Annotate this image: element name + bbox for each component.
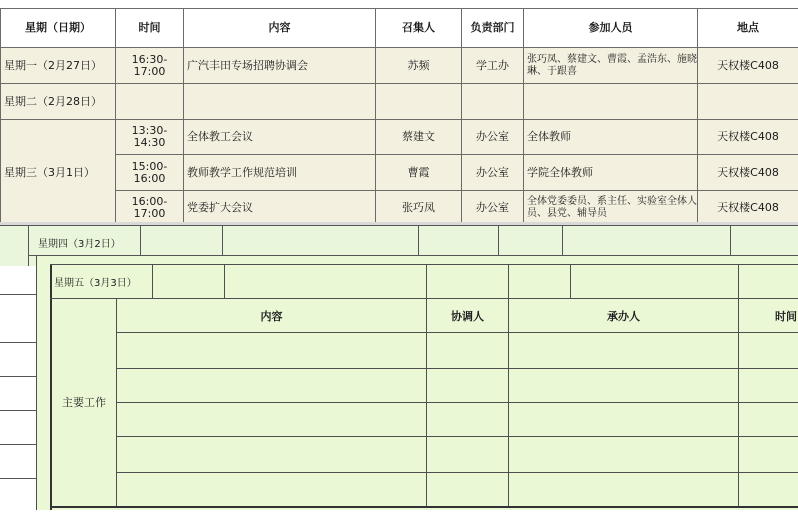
row-separator (116, 402, 798, 403)
header-cell-dept[interactable]: 负责部门 (462, 8, 524, 48)
column-separator (730, 225, 731, 255)
cell-day-tuesday[interactable]: 星期二（2月28日） (0, 84, 116, 120)
cell-participants[interactable]: 张巧凤、蔡建文、曹霞、孟浩东、施晓琳、于跟喜 (524, 48, 698, 84)
row-separator (116, 368, 798, 369)
column-separator (570, 264, 571, 298)
cell-content[interactable]: 全体教工会议 (184, 120, 376, 155)
cell-content[interactable]: 广汽丰田专场招聘协调会 (184, 48, 376, 84)
header-content[interactable]: 内容 (260, 309, 283, 323)
header-cell-convener[interactable]: 召集人 (376, 8, 462, 48)
main-work-label[interactable]: 主要工作 (62, 396, 106, 409)
cell-time[interactable]: 16:30-17:00 (116, 48, 184, 84)
cell-participants[interactable]: 全体教师 (524, 120, 698, 155)
cell-dept[interactable]: 办公室 (462, 191, 524, 226)
cell-convener[interactable]: 苏频 (376, 48, 462, 84)
cell-content[interactable]: 党委扩大会议 (184, 191, 376, 226)
header-cell-day[interactable]: 星期（日期） (0, 8, 116, 48)
cell-convener[interactable]: 蔡建文 (376, 120, 462, 155)
column-separator (140, 225, 141, 255)
column-separator (222, 225, 223, 255)
row-separator (0, 225, 798, 226)
cell-dept[interactable]: 办公室 (462, 120, 524, 155)
thursday-label[interactable]: 星期四（3月2日） (38, 239, 121, 250)
table-border (36, 256, 37, 510)
friday-label[interactable]: 星期五（3月3日） (54, 278, 137, 289)
column-separator (224, 264, 225, 298)
cell-day-monday[interactable]: 星期一（2月27日） (0, 48, 116, 84)
cell-location[interactable]: 天权楼C408 (698, 191, 798, 226)
row-separator (0, 478, 36, 479)
row-separator (0, 342, 36, 343)
header-cell-participants[interactable]: 参加人员 (524, 8, 698, 48)
cell-location[interactable] (698, 84, 798, 120)
cell-location[interactable]: 天权楼C408 (698, 48, 798, 84)
cell-time[interactable]: 13:30-14:30 (116, 120, 184, 155)
cell-location[interactable]: 天权楼C408 (698, 155, 798, 191)
row-separator (0, 444, 36, 445)
table-border (50, 506, 798, 508)
row-separator (116, 472, 798, 473)
cell-dept[interactable]: 办公室 (462, 155, 524, 191)
table-border (50, 264, 798, 265)
column-separator (418, 225, 419, 255)
row-separator (0, 376, 36, 377)
row-separator (0, 410, 36, 411)
weekly-schedule-table (0, 0, 798, 226)
cell-participants[interactable]: 全体党委委员、系主任、实验室全体人员、县党、辅导员 (524, 191, 698, 226)
cell-time[interactable] (116, 84, 184, 120)
friday-table (36, 256, 798, 510)
cell-dept[interactable]: 学工办 (462, 48, 524, 84)
column-separator (152, 264, 153, 298)
row-separator (116, 332, 798, 333)
cell-day-wednesday[interactable]: 星期三（3月1日） (0, 120, 116, 226)
header-cell-time[interactable]: 时间 (116, 8, 184, 48)
cell-content[interactable]: 教师教学工作规范培训 (184, 155, 376, 191)
cell-dept[interactable] (462, 84, 524, 120)
row-separator (0, 294, 36, 295)
header-time[interactable]: 时间 (775, 309, 797, 323)
cell-time[interactable]: 15:00-16:00 (116, 155, 184, 191)
cell-convener[interactable]: 张巧凤 (376, 191, 462, 226)
column-separator (562, 225, 563, 255)
cell-participants[interactable] (524, 84, 698, 120)
cell-location[interactable]: 天权楼C408 (698, 120, 798, 155)
cell-convener[interactable]: 曹霞 (376, 155, 462, 191)
column-separator (498, 225, 499, 255)
cell-participants[interactable]: 学院全体教师 (524, 155, 698, 191)
cell-content[interactable] (184, 84, 376, 120)
header-organizer[interactable]: 承办人 (607, 309, 640, 323)
row-separator (116, 436, 798, 437)
header-cell-content[interactable]: 内容 (184, 8, 376, 48)
cell-convener[interactable] (376, 84, 462, 120)
header-cell-location[interactable]: 地点 (698, 8, 798, 48)
cell-time[interactable]: 16:00-17:00 (116, 191, 184, 226)
header-coordinator[interactable]: 协调人 (451, 309, 484, 323)
column-separator (28, 225, 29, 266)
